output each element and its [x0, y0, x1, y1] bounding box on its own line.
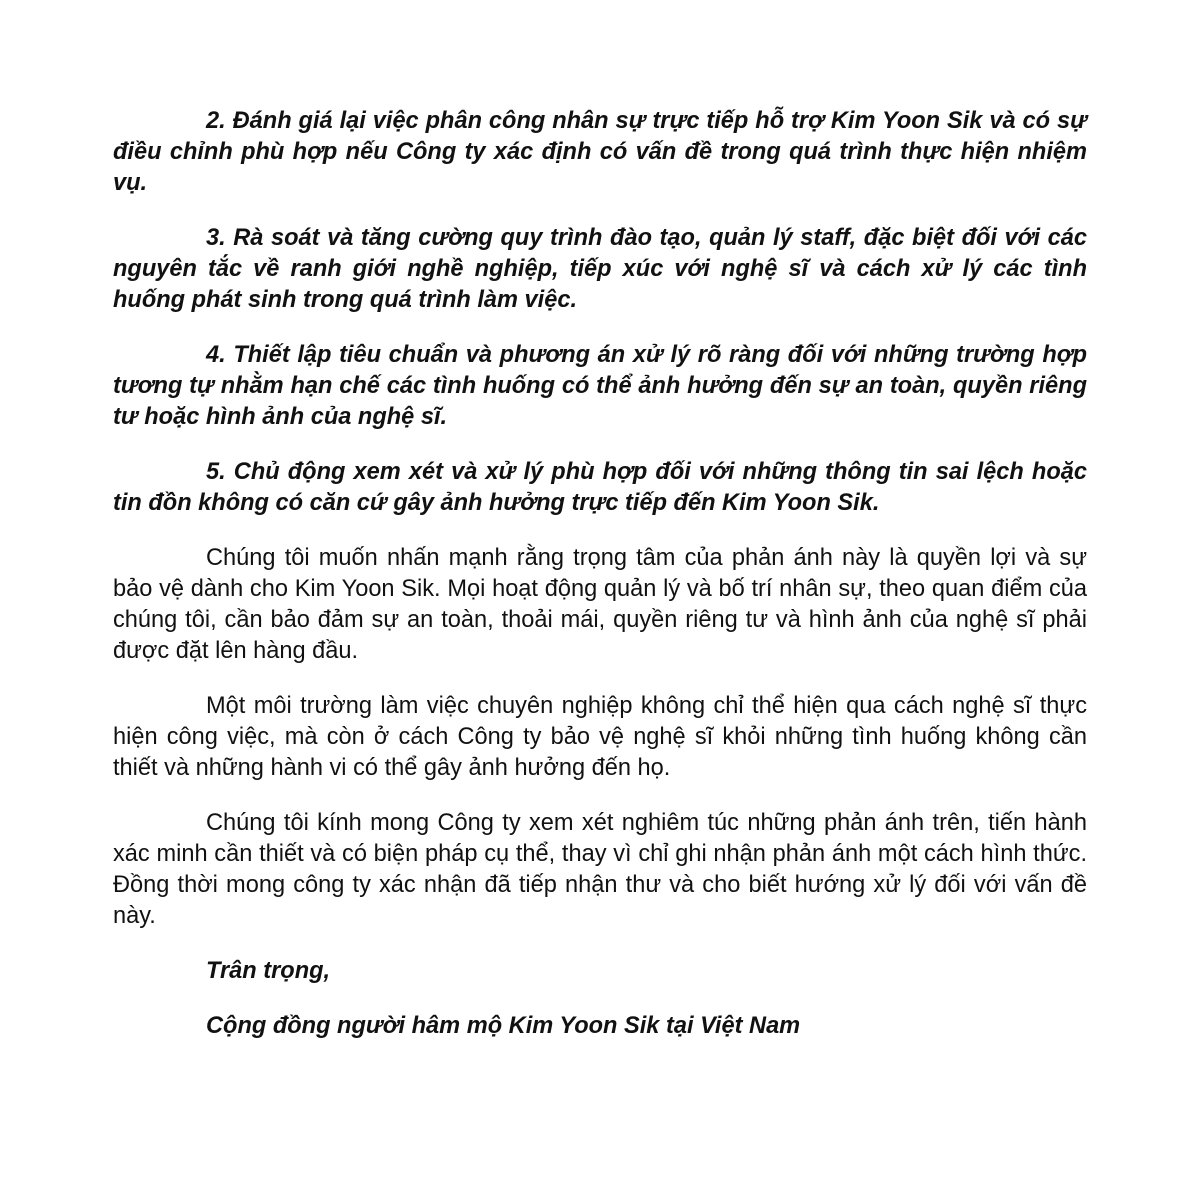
request-item-5: 5. Chủ động xem xét và xử lý phù hợp đối với những thông tin sai lệch hoặc tin đồn không có căn cứ gây ảnh hưởng trực tiếp đến Kim Yoon Sik. — [113, 459, 1087, 516]
request-item-2: 2. Đánh giá lại việc phân công nhân sự trực tiếp hỗ trợ Kim Yoon Sik và có sự điều chỉnh phù hợp nếu Công ty xác định có vấn đề trong quá trình thực hiện nhiệm vụ. — [113, 108, 1087, 196]
request-item-4: 4. Thiết lập tiêu chuẩn và phương án xử lý rõ ràng đối với những trường hợp tương tự nhằm hạn chế các tình huống có thể ảnh hưởng đến sự an toàn, quyền riêng tư hoặc hình ảnh của nghệ sĩ. — [113, 342, 1087, 430]
request-item-3: 3. Rà soát và tăng cường quy trình đào tạo, quản lý staff, đặc biệt đối với các nguyên tắc về ranh giới nghề nghiệp, tiếp xúc với nghệ sĩ và cách xử lý các tình huống phát sinh trong quá trình làm việc. — [113, 225, 1087, 313]
body-paragraph-environment: Một môi trường làm việc chuyên nghiệp không chỉ thể hiện qua cách nghệ sĩ thực hiện công việc, mà còn ở cách Công ty bảo vệ nghệ sĩ khỏi những tình huống không cần thiết và những hành vi có thể gây ảnh hưởng đến họ. — [113, 693, 1087, 781]
body-paragraph-request: Chúng tôi kính mong Công ty xem xét nghiêm túc những phản ánh trên, tiến hành xác minh cần thiết và có biện pháp cụ thể, thay vì chỉ ghi nhận phản ánh một cách hình thức. Đồng thời mong công ty xác nhận đã tiếp nhận thư và cho biết hướng xử lý đối với vấn đề này. — [113, 810, 1087, 929]
signature: Cộng đồng người hâm mộ Kim Yoon Sik tại Việt Nam — [206, 1013, 801, 1039]
body-paragraph-emphasis: Chúng tôi muốn nhấn mạnh rằng trọng tâm của phản ánh này là quyền lợi và sự bảo vệ dành cho Kim Yoon Sik. Mọi hoạt động quản lý và bố trí nhân sự, theo quan điểm của chúng tôi, cần bảo đảm sự an toàn, thoải mái, quyền riêng tư và hình ảnh của nghệ sĩ phải được đặt lên hàng đầu. — [113, 545, 1087, 664]
letter-content — [113, 106, 1087, 1042]
closing-salutation: Trân trọng, — [206, 958, 331, 984]
